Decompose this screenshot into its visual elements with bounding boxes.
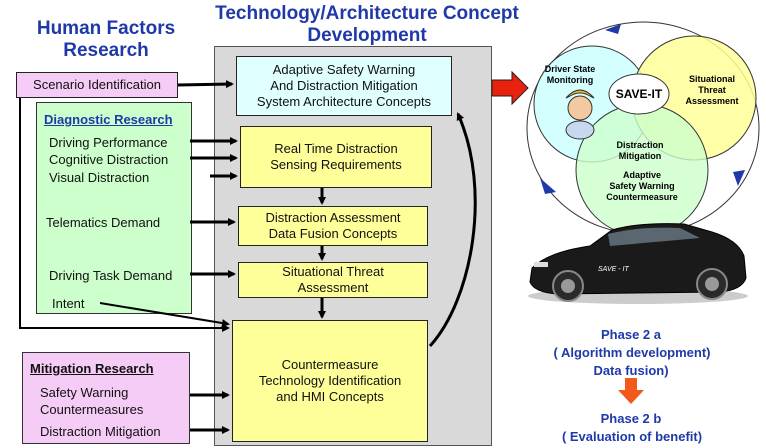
adaptive-label-line1: Adaptive bbox=[622, 170, 661, 180]
driver-label-line1: Driver State bbox=[544, 64, 596, 74]
box1-line3: System Architecture Concepts bbox=[256, 94, 432, 109]
distraction-label-line1: Distraction bbox=[616, 140, 664, 150]
box3-line1: Distraction Assessment bbox=[265, 210, 401, 225]
driving-performance-label: Driving Performance bbox=[49, 135, 168, 150]
tech-title-line2: Development bbox=[307, 25, 427, 46]
adaptive-label-line2: Safety Warning bbox=[609, 181, 675, 191]
tech-title-line1: Technology/Architecture Concept bbox=[215, 3, 519, 24]
diagnostic-header: Diagnostic Research bbox=[44, 112, 173, 127]
box5-line3: and HMI Concepts bbox=[276, 389, 384, 404]
situational-label-line2: Threat bbox=[698, 85, 726, 95]
box2-line2: Sensing Requirements bbox=[270, 157, 402, 172]
situational-label-line1: Situational bbox=[688, 74, 735, 84]
phase-2b-sub: ( Evaluation of benefit) bbox=[561, 429, 703, 444]
situational-label-line3: Assessment bbox=[685, 96, 739, 106]
driving-task-demand-label: Driving Task Demand bbox=[49, 268, 173, 283]
hf-title-line1: Human Factors bbox=[36, 18, 176, 39]
mitigation-header: Mitigation Research bbox=[30, 361, 154, 376]
countermeasures-label: Countermeasures bbox=[40, 402, 144, 417]
venn-center-label: SAVE-IT bbox=[615, 87, 663, 101]
visual-distraction-label: Visual Distraction bbox=[49, 170, 150, 185]
cognitive-distraction-label: Cognitive Distraction bbox=[49, 152, 169, 167]
box2-line1: Real Time Distraction bbox=[274, 141, 398, 156]
phase-2a-label: Phase 2 a bbox=[601, 327, 661, 342]
car-label: SAVE - IT bbox=[598, 266, 629, 273]
box4-line2: Assessment bbox=[297, 280, 369, 295]
phase-2a-sub2: Data fusion) bbox=[593, 363, 669, 378]
box5-line2: Technology Identification bbox=[258, 373, 402, 388]
scenario-identification-box: Scenario Identification bbox=[16, 72, 178, 98]
box3-line2: Data Fusion Concepts bbox=[268, 226, 398, 241]
distraction-label-line2: Mitigation bbox=[618, 151, 662, 161]
box4-line1: Situational Threat bbox=[282, 264, 384, 279]
intent-label: Intent bbox=[52, 296, 85, 311]
box1-line1: Adaptive Safety Warning bbox=[272, 62, 416, 77]
adaptive-label-line3: Countermeasure bbox=[606, 192, 678, 202]
phase-2b-label: Phase 2 b bbox=[600, 411, 662, 426]
distraction-mitigation-label: Distraction Mitigation bbox=[40, 424, 161, 439]
telematics-demand-label: Telematics Demand bbox=[46, 215, 161, 230]
driver-label-line2: Monitoring bbox=[546, 75, 594, 85]
phase-2a-sub1: ( Algorithm development) bbox=[553, 345, 711, 360]
box1-line2: And Distraction Mitigation bbox=[270, 78, 418, 93]
box5-line1: Countermeasure bbox=[281, 357, 379, 372]
hf-title-line2: Research bbox=[63, 40, 149, 61]
safety-warning-label: Safety Warning bbox=[40, 385, 129, 400]
